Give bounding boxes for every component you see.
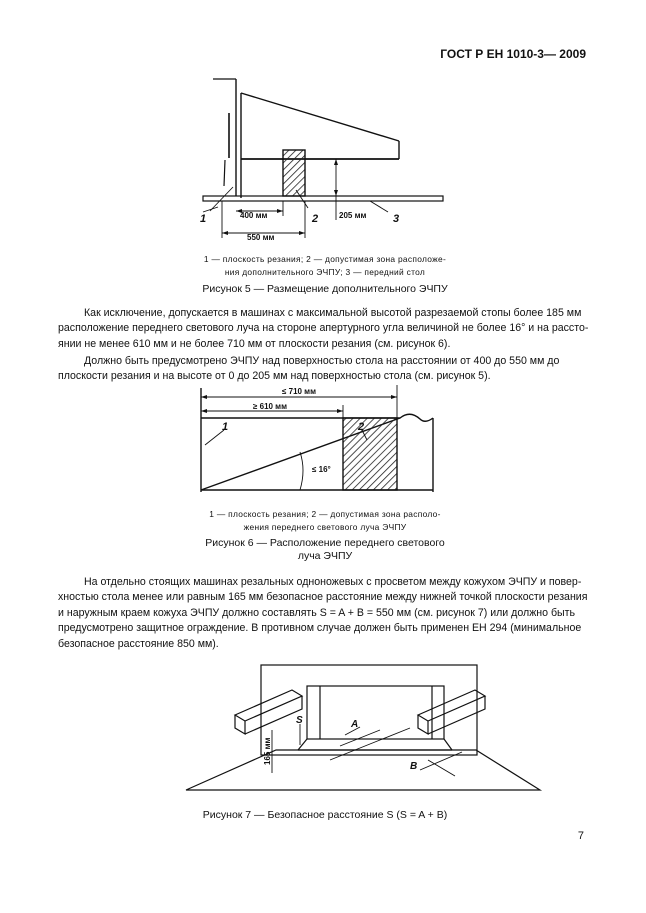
fig7-caption: Рисунок 7 — Безопасное расстояние S (S = A + B)	[202, 809, 448, 821]
fig7-dim-165: 165 мм	[263, 737, 272, 765]
figure-5	[203, 79, 443, 238]
fig5-dim-550: 550 мм	[247, 233, 275, 242]
fig6-angle: ≤ 16°	[312, 465, 331, 474]
fig7-label-A: A	[351, 719, 359, 730]
fig6-note: 1 — плоскость резания; 2 — допустимая зона располо- жения переднего светового луча ЭЧПУ	[209, 509, 441, 532]
document-header: ГОСТ Р ЕН 1010-3— 2009	[440, 47, 586, 61]
fig5-dim-205: 205 мм	[339, 211, 367, 220]
fig5-label-1: 1	[200, 213, 207, 225]
paragraph-3: На отдельно стоящих машинах резальных одноножевых с просветом между кожухом ЭЧПУ и повер- хностью стола менее или равным 165 мм безопасное расстояние между нижней точкой плоскости резания и наружным краем кожуха ЭЧПУ должно составлять S = A + B = 550 мм (см. рисунок 7) или должно быть предусмотрено защитное ограждение. В противном случае должен быть применен ЕН 294 (минимальное безопасное расстояние 850 мм).	[58, 576, 588, 650]
fig5-caption: Рисунок 5 — Размещение дополнительного ЭЧПУ	[202, 283, 448, 295]
paragraph-2: Должно быть предусмотрено ЭЧПУ над поверхностью стола на расстоянии от 400 до 550 мм до плоскости резания и на высоте от 0 до 205 мм над поверхностью стола (см. рисунок 5).	[58, 355, 560, 383]
paragraph-1: Как исключение, допускается в машинах с максимальной высотой разрезаемой стопы более 185 мм расположение переднего светового луча на стороне апертурного угла величиной не более 16° и на рассто- янии не менее 610 мм и не более 710 мм от плоскости резания (см. рисунок 6).	[58, 307, 589, 350]
fig5-label-3: 3	[393, 213, 400, 225]
fig7-label-B: B	[410, 761, 418, 772]
fig6-label-2: 2	[358, 421, 365, 433]
figure-7	[186, 665, 540, 790]
fig6-dim-610: ≥ 610 мм	[253, 402, 288, 411]
figure-6	[201, 385, 433, 492]
fig5-dim-400: 400 мм	[240, 211, 268, 220]
page-number: 7	[577, 830, 584, 842]
fig6-dim-710: ≤ 710 мм	[282, 387, 317, 396]
fig6-caption: Рисунок 6 — Расположение переднего светового луча ЭЧПУ	[205, 537, 445, 562]
fig7-label-S: S	[296, 715, 303, 726]
fig5-note: 1 — плоскость резания; 2 — допустимая зона расположе- ния дополнительного ЭЧПУ; 3 — передний стол	[203, 254, 447, 277]
fig5-label-2: 2	[312, 213, 319, 225]
fig6-label-1: 1	[222, 421, 229, 433]
